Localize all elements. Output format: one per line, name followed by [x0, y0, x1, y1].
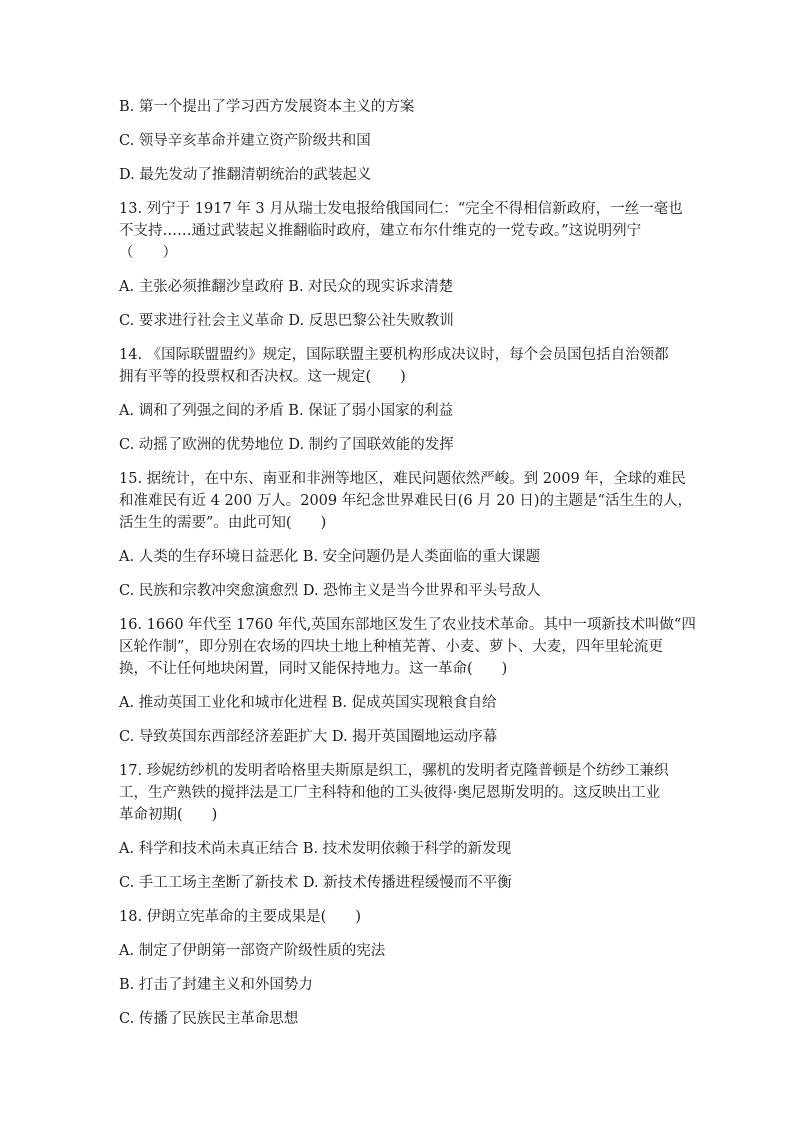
- options-16-ab-line: A. 推动英国工业化和城市化进程 B. 促成英国实现粮食自给: [119, 695, 497, 711]
- question-14-line: 拥有平等的投票权和否决权。这一规定( ): [119, 369, 406, 385]
- question-16-line: 16. 1660 年代至 1760 年代,英国东部地区发生了农业技术革命。其中一项新技术叫做“四: [119, 617, 696, 633]
- options-13-ab-line: A. 主张必须推翻沙皇政府 B. 对民众的现实诉求清楚: [119, 279, 454, 295]
- option-12-b-line: B. 第一个提出了学习西方发展资本主义的方案: [119, 99, 415, 115]
- options-16-cd: [119, 726, 679, 748]
- question-13-line: 13. 列宁于 1917 年 3 月从瑞士发电报给俄国同仁：“完全不得相信新政府，一丝一毫也: [119, 201, 683, 217]
- question-16-line: 区轮作制”，即分别在农场的四块土地上种植芜菁、小麦、萝卜、大麦，四年里轮流更: [119, 639, 663, 655]
- options-17-ab-line: A. 科学和技术尚未真正结合 B. 技术发明依赖于科学的新发现: [119, 841, 512, 857]
- options-15-cd: [119, 580, 679, 602]
- option-12-c: [119, 130, 679, 152]
- option-18-b: [119, 974, 679, 996]
- question-15-line: 活生生的需要”。由此可知( ): [119, 515, 327, 531]
- options-14-cd: [119, 434, 679, 456]
- options-16-cd-line: C. 导致英国东西部经济差距扩大 D. 揭开英国圈地运动序幕: [119, 729, 498, 745]
- options-16-ab: [119, 692, 679, 714]
- question-13-line: （ ）: [119, 245, 177, 261]
- options-13-ab: [119, 276, 679, 298]
- question-15: [119, 468, 692, 534]
- question-17-line: 工，生产熟铁的搅拌法是工厂主科特和他的工头彼得·奥尼恩斯发明的。这反映出工业: [119, 785, 661, 801]
- options-13-cd: [119, 310, 679, 332]
- option-12-d: [119, 164, 679, 186]
- question-14: [119, 344, 679, 388]
- options-15-ab: [119, 546, 679, 568]
- question-13: [119, 198, 683, 264]
- option-12-c-line: C. 领导辛亥革命并建立资产阶级共和国: [119, 133, 371, 149]
- options-14-cd-line: C. 动摇了欧洲的优势地位 D. 制约了国联效能的发挥: [119, 437, 454, 453]
- option-18-a-line: A. 制定了伊朗第一部资产阶级性质的宪法: [119, 943, 386, 959]
- question-17-line: 革命初期( ): [119, 807, 218, 823]
- exam-page: [119, 96, 696, 1030]
- options-14-ab: [119, 400, 679, 422]
- options-17-cd: [119, 872, 679, 894]
- options-17-cd-line: C. 手工工场主垄断了新技术 D. 新技术传播进程缓慢而不平衡: [119, 875, 512, 891]
- question-18-line: 18. 伊朗立宪革命的主要成果是( ): [119, 909, 361, 925]
- question-14-line: 14. 《国际联盟盟约》规定，国际联盟主要机构形成决议时，每个会员国包括自治领都: [119, 347, 669, 363]
- question-15-line: 15. 据统计，在中东、南亚和非洲等地区，难民问题依然严峻。到 2009 年，全球的难民: [119, 471, 686, 487]
- option-18-c-line: C. 传播了民族民主革命思想: [119, 1011, 299, 1027]
- options-15-cd-line: C. 民族和宗教冲突愈演愈烈 D. 恐怖主义是当今世界和平头号敌人: [119, 583, 541, 599]
- question-18: [119, 906, 679, 928]
- option-18-c: [119, 1008, 679, 1030]
- option-18-b-line: B. 打击了封建主义和外国势力: [119, 977, 313, 993]
- options-15-ab-line: A. 人类的生存环境日益恶化 B. 安全问题仍是人类面临的重大课题: [119, 549, 541, 565]
- options-13-cd-line: C. 要求进行社会主义革命 D. 反思巴黎公社失败教训: [119, 313, 454, 329]
- question-15-line: 和准难民有近 4 200 万人。2009 年纪念世界难民日(6 月 20 日)的主题是“活生生的人，: [119, 493, 692, 509]
- options-14-ab-line: A. 调和了列强之间的矛盾 B. 保证了弱小国家的利益: [119, 403, 454, 419]
- options-17-ab: [119, 838, 679, 860]
- question-16: [119, 614, 696, 680]
- question-17-line: 17. 珍妮纺纱机的发明者哈格里夫斯原是织工，骡机的发明者克隆普顿是个纺纱工兼织: [119, 763, 669, 779]
- option-12-d-line: D. 最先发动了推翻清朝统治的武装起义: [119, 167, 372, 183]
- option-12-b: [119, 96, 679, 118]
- question-16-line: 换，不让任何地块闲置，同时又能保持地力。这一革命( ): [119, 661, 508, 677]
- question-13-line: 不支持……通过武装起义推翻临时政府，建立布尔什维克的一党专政。”这说明列宁: [119, 223, 642, 239]
- question-17: [119, 760, 679, 826]
- option-18-a: [119, 940, 679, 962]
